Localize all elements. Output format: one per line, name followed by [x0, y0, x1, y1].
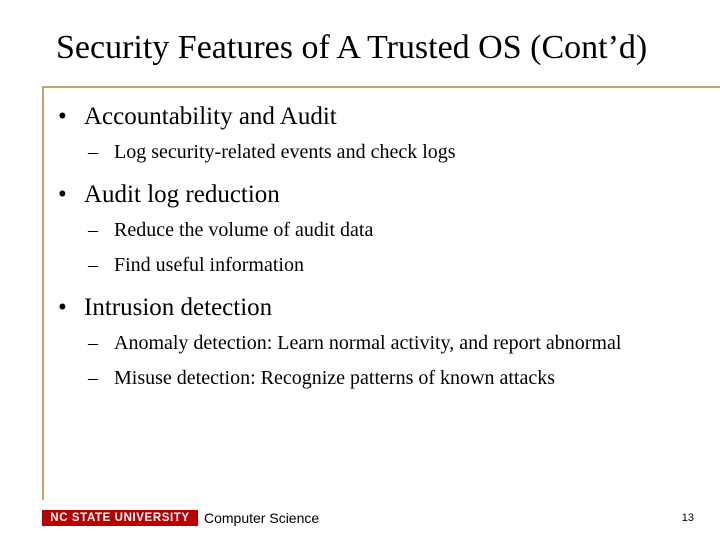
title-divider — [42, 86, 720, 88]
dash-mark: – — [88, 367, 98, 389]
left-border-line — [42, 86, 44, 500]
sub-item — [88, 216, 678, 244]
bullet-mark: • — [58, 103, 67, 130]
sub-item — [88, 138, 678, 166]
dash-mark: – — [88, 219, 98, 241]
bullet-text: Audit log reduction — [84, 181, 280, 208]
sub-item — [88, 329, 678, 357]
university-logo-text: NC STATE UNIVERSITY — [50, 512, 190, 524]
university-logo — [42, 510, 198, 526]
bullet-item — [58, 100, 678, 134]
sub-item-text: Log security-related events and check logs — [114, 141, 456, 163]
bullet-item — [58, 178, 678, 212]
dash-mark: – — [88, 141, 98, 163]
sub-item-text: Anomaly detection: Learn normal activity, and report abnormal — [114, 332, 622, 354]
bullet-item — [58, 291, 678, 325]
bullet-text: Accountability and Audit — [84, 103, 337, 130]
slide-title: Security Features of A Trusted OS (Cont’d) — [56, 29, 648, 66]
sub-item — [88, 364, 678, 392]
sub-item-text: Misuse detection: Recognize patterns of known attacks — [114, 367, 555, 389]
bullet-mark: • — [58, 181, 67, 208]
sub-list — [88, 329, 678, 392]
sub-item — [88, 251, 678, 279]
page-number: 13 — [681, 512, 694, 524]
sub-list — [88, 216, 678, 279]
department-name: Computer Science — [204, 510, 320, 526]
bullet-text: Intrusion detection — [84, 294, 273, 321]
dash-mark: – — [88, 254, 98, 276]
sub-list — [88, 138, 678, 166]
sub-item-text: Find useful information — [114, 254, 304, 276]
slide-content — [58, 100, 678, 404]
dash-mark: – — [88, 332, 98, 354]
bullet-mark: • — [58, 294, 67, 321]
sub-item-text: Reduce the volume of audit data — [114, 219, 374, 241]
